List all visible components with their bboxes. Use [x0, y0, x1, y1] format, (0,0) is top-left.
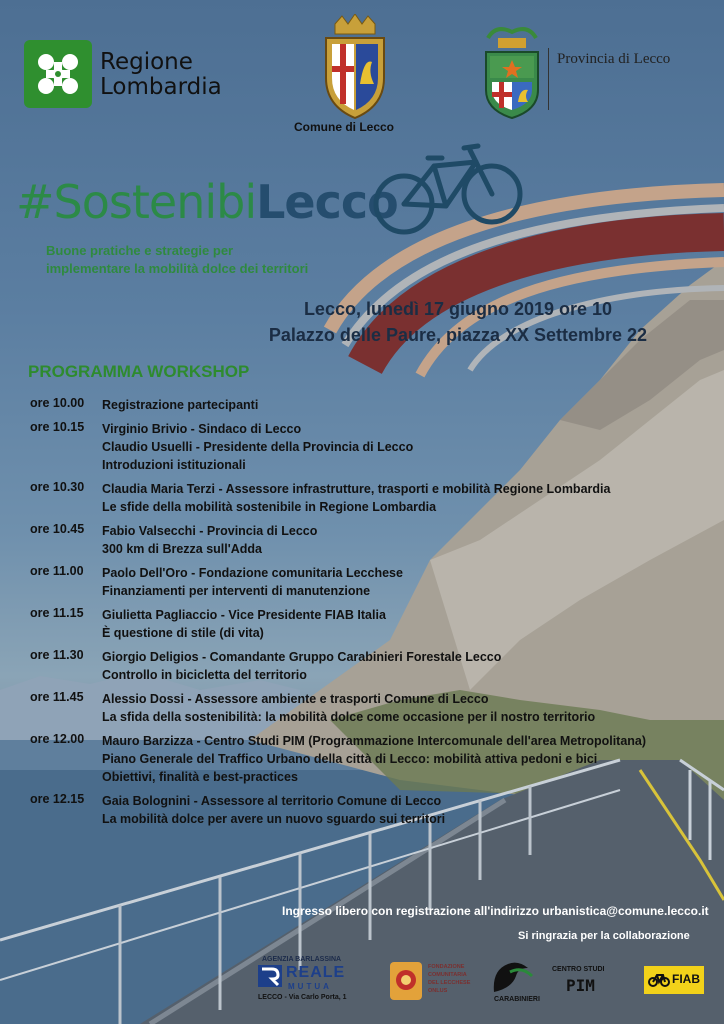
item-line: Alessio Dossi - Assessore ambiente e trasporti Comune di Lecco	[102, 692, 489, 706]
item-line: Finanziamenti per interventi di manutenzione	[102, 584, 371, 598]
event-date: Lecco, lunedì 17 giugno 2019 ore 10	[303, 299, 613, 319]
centro-studi-pim-logo	[552, 966, 622, 1006]
agenzia-label: AGENZIA BARLASSINA	[262, 956, 342, 963]
carabinieri-emblem-icon	[488, 956, 536, 996]
programma-item	[30, 792, 700, 828]
item-time: ore 10.15	[30, 420, 85, 434]
item-line: Claudio Usuelli - Presidente della Provincia di Lecco	[102, 440, 414, 454]
item-line: Giulietta Pagliaccio - Vice Presidente FIAB Italia	[102, 608, 386, 622]
event-title	[16, 176, 398, 228]
item-line: Obiettivi, finalità e best-practices	[102, 770, 298, 784]
thanks-note: Si ringrazia per la collaborazione	[518, 930, 690, 942]
bicycle-icon	[372, 136, 524, 240]
item-line: Gaia Bolognini - Assessore al territorio Comune di Lecco	[102, 794, 442, 808]
subtitle-line-2: implementare la mobilità dolce dei territori	[46, 261, 309, 276]
fondazione-line: ONLUS	[428, 988, 448, 994]
item-time: ore 11.15	[30, 606, 84, 620]
title-hash: #	[16, 175, 54, 229]
event-info	[268, 296, 648, 348]
programma-item	[30, 648, 700, 684]
item-time: ore 10.30	[30, 480, 85, 494]
item-line: Le sfide della mobilità sostenibile in Regione Lombardia	[102, 500, 437, 514]
item-time: ore 10.45	[30, 522, 85, 536]
regione-line-2: Lombardia	[100, 74, 222, 100]
regione-lombardia-rose-icon	[24, 40, 92, 108]
reale-label: REALE	[286, 964, 346, 981]
item-line: Paolo Dell'Oro - Fondazione comunitaria Lecchese	[102, 566, 403, 580]
item-time: ore 11.00	[30, 564, 84, 578]
subtitle	[46, 242, 346, 278]
regione-lombardia-logo	[24, 40, 92, 108]
event-venue: Palazzo delle Paure, piazza XX Settembre 22	[268, 325, 648, 345]
programma-item	[30, 606, 700, 642]
fiab-label: FIAB	[672, 972, 700, 986]
item-line: Mauro Barzizza - Centro Studi PIM (Programmazione Intercomunale dell'area Metropolitana)	[102, 734, 647, 748]
provincia-name: Provincia di Lecco	[557, 51, 671, 67]
programma-item	[30, 564, 700, 600]
fondazione-line: DEL LECCHESE	[428, 980, 471, 986]
agenzia-address: LECCO - Via Carlo Porta, 1	[258, 994, 347, 1001]
programma-heading: PROGRAMMA WORKSHOP	[28, 362, 250, 381]
item-line: Introduzioni istituzionali	[102, 458, 246, 472]
programma-item	[30, 690, 700, 726]
item-line: Piano Generale del Traffico Urbano della città di Lecco: mobilità attiva pedoni e bici	[102, 752, 598, 766]
item-time: ore 12.15	[30, 792, 85, 806]
item-line: È questione di stile (di vita)	[102, 626, 264, 640]
title-part-1: Sostenibi	[53, 175, 257, 229]
regione-line-1: Regione	[100, 49, 193, 75]
programma-item	[30, 480, 700, 516]
centro-studi-label: CENTRO STUDI	[552, 966, 605, 973]
item-line: Virginio Brivio - Sindaco di Lecco	[102, 422, 302, 436]
comune-name: Comune di Lecco	[294, 120, 395, 134]
provincia-divider	[548, 48, 549, 110]
item-line: Claudia Maria Terzi - Assessore infrastrutture, trasporti e mobilità Regione Lombardia	[102, 482, 611, 496]
item-time: ore 11.30	[30, 648, 84, 662]
fondazione-line: FONDAZIONE	[428, 964, 465, 970]
subtitle-line-1: Buone pratiche e strategie per	[46, 243, 234, 258]
registration-note: Ingresso libero con registrazione all'indirizzo urbanistica@comune.lecco.it	[282, 904, 709, 918]
reale-mutua-logo	[258, 956, 368, 1008]
item-time: ore 10.00	[30, 396, 85, 410]
comune-crest-icon	[320, 14, 390, 122]
provincia-crest-icon	[480, 24, 544, 120]
reale-mutua-mark-icon	[258, 965, 282, 987]
item-line: Giorgio Deligios - Comandante Gruppo Carabinieri Forestale Lecco	[102, 650, 502, 664]
item-time: ore 12.00	[30, 732, 85, 746]
title-part-2: Lecco	[256, 175, 398, 229]
regione-lombardia-name	[100, 50, 222, 100]
fondazione-line: COMUNITARIA	[428, 972, 467, 978]
programma-item	[30, 396, 700, 414]
item-line: La mobilità dolce per avere un nuovo sguardo sui territori	[102, 812, 446, 826]
programma-item	[30, 522, 700, 558]
fondazione-logo	[390, 962, 480, 1006]
carabinieri-logo	[486, 956, 542, 1006]
programma-list	[30, 396, 700, 834]
item-line: La sfida della sostenibilità: la mobilità dolce come occasione per il nostro territorio	[102, 710, 596, 724]
fiab-logo	[644, 966, 704, 994]
item-time: ore 11.45	[30, 690, 84, 704]
item-line: Registrazione partecipanti	[102, 398, 259, 412]
fondazione-emblem-icon	[390, 962, 422, 1000]
item-line: 300 km di Brezza sull'Adda	[102, 542, 262, 556]
programma-item	[30, 420, 700, 474]
item-line: Controllo in bicicletta del territorio	[102, 668, 307, 682]
carabinieri-label: CARABINIERI	[494, 996, 540, 1003]
fiab-bicycle-icon	[648, 970, 670, 988]
item-line: Fabio Valsecchi - Provincia di Lecco	[102, 524, 318, 538]
pim-label: PIM	[566, 976, 595, 995]
mutua-label: MUTUA	[288, 982, 332, 991]
programma-item	[30, 732, 700, 786]
